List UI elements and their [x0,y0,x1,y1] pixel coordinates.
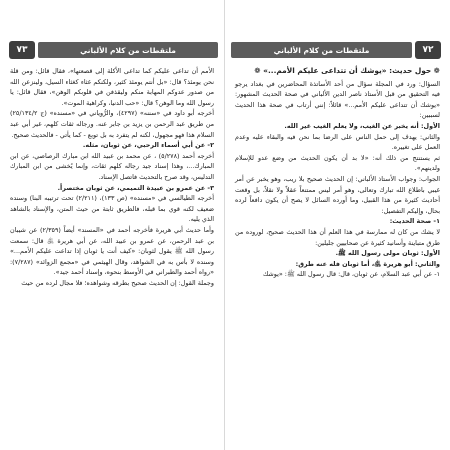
header-title: ملتقطات من كلام الألباني [273,45,370,55]
paragraph: ٢- عن أبي أسماء الرحبي، عن ثوبان، مثله. [82,141,214,150]
paragraph: وجملة القول: إن الحديث صحيح بطرقه وشواهده؛ فلا مجال لرده من حيث [21,278,214,287]
paragraph: الأول: أنه يخبر عن الغيب، ولا يعلم الغيب غير الله. [284,121,440,130]
header-band [231,42,412,58]
paragraph: والثاني: أبو هريرة ﵁، أما ثوبان فله عنه طرق: [295,259,440,268]
paragraph: الأمم أن تداعى عليكم كما تداعى الأكلة إلى قصعتها»، فقال قائل: ومن قلة نحن يومئذ؟ قال: «بل أنتم يومئذ كثير، ولكنكم غثاء كغثاء السيل، ولينزعن الله من صدور عدوكم المهابة منكم وليقذفن في قلوبكم الوهن»، فقال قائل: يا رسول الله وما الوهن؟ قال: «حب الدنيا، وكراهية الموت». [10,67,214,107]
right-page [225,0,450,450]
paragraph: ثم يستنتج من ذلك أنه: «لا بد أن يكون الحديث من وضع عدو للإسلام ولدينهم». [235,153,440,173]
page-number: ٧٢ [415,41,441,59]
paragraph: وأما حديث أبي هريرة فأخرجه أحمد في «المسند» أيضاً (٢/٣٥٩) عن شيبان بن عبد الرحمن، عن عمرو بن عبيد الله، عن أبي هريرة ﵁ قال: سمعت رسول الله ﷺ يقول لثوبان: «كيف أنت يا ثوبان إذا تداعت عليكم الأمم...» وسنده لا بأس به في الشواهد، وقال الهيثمي في «مجمع الزوائد» (٧/٢٨٧): «رواه أحمد والطبراني في الأوسط بنحوه، وإسناد أحمد جيد». [10,225,214,277]
paragraph: الجواب: وجواب الأستاذ الألباني: إن الحديث صحيح بلا ريب، وهو يخبر عن أمر غيبي باطلاع الله تبارك وتعالى، وهو أمر ليس ممتنعاً عقلاً ولا نقلاً، بل وقعت أحاديث كثيرة من هذا القبيل، وما أورده السائل لا يصح أن يكون دافعاً لرده بحال، وإليكم التفصيل: [235,174,440,215]
paragraph: الأول: ثوبان مولى رسول الله ﷺ. [335,249,440,258]
paragraph: ١- عن أبي عبد السلام، عن ثوبان، قال: قال رسول الله ﷺ: «يوشك [263,270,440,279]
paragraph: لا يشك من كان له ممارسة في هذا العلم أن هذا الحديث صحيح، لوروده من طرق متباينة وأسانيد كثيرة عن صحابيين جليلين: [235,227,440,247]
paragraph: أخرجه أبو داود في «سننه» (٤٢٩٧)، والرُّوياني في «مسنده» (ج ٢٥/١٣٤/٢) من طريق عبد الرحمن بن يزيد بن جابر عنه. ورجاله ثقات كلهم، غير أبي عبد السلام هذا فهو مجهول، لكنه لم يتفرد به بل توبع - كما يأتي - فالحديث صحيح. [10,109,214,139]
paragraph: أخرجه أحمد (٥/٢٧٨) ، عن محمد بن عبيد الله ابن مبارك الرصاصي، عن ابن المبارك...، وهذا إسناد جيد رجاله كلهم ثقات، وإنما يُخشى من ابن المبارك التدليس، وقد صرح بالتحديث فاتصل الإسناد. [10,151,214,181]
left-page-body [6,66,218,288]
paragraph: السؤال: ورد في المجلة سؤال من أحد الأساتذة المحاضرين في بغداد يرجو فيه التحقيق من قبل الأستاذ ناصر الدين الألباني في صحة الحديث المشهور: «يوشك أن تتداعى عليكم الأمم...» قائلاً: إنني أرتاب في صحة هذا الحديث لسببين: [235,79,440,120]
paragraph: ١- صحة الحديث: [389,217,440,226]
right-page-body [231,66,444,280]
header-title: ملتقطات من كلام الألباني [80,45,176,55]
page-number: ٧٣ [9,41,35,59]
left-page-header [6,40,218,60]
paragraph: ٣- عن عمرو بن عبيدة التميمي، عن ثوبان مختصراً. [57,183,214,192]
paragraph: أخرجه الطيالسي في «مسنده» (ص ١٣٣)، (٢/٢١١) تحت ترتيبه البنا) وسنده ضعيف لكنه قوي بما قبله، فالطريق ثابتة من حيث المتن، والإسناد بالشاهد الذي يليه. [10,194,214,224]
section-title: ❁ حول حديث: «يوشك أن تتداعى عليكم الأمم...» ❁ [254,66,440,75]
paragraph: والثاني: يهدف إلى حمل الناس على الرضا بما نحن فيه والبقاء عليه وعدم العمل على تغييره. [235,132,440,152]
right-page-header [231,40,444,60]
header-band [38,42,218,58]
